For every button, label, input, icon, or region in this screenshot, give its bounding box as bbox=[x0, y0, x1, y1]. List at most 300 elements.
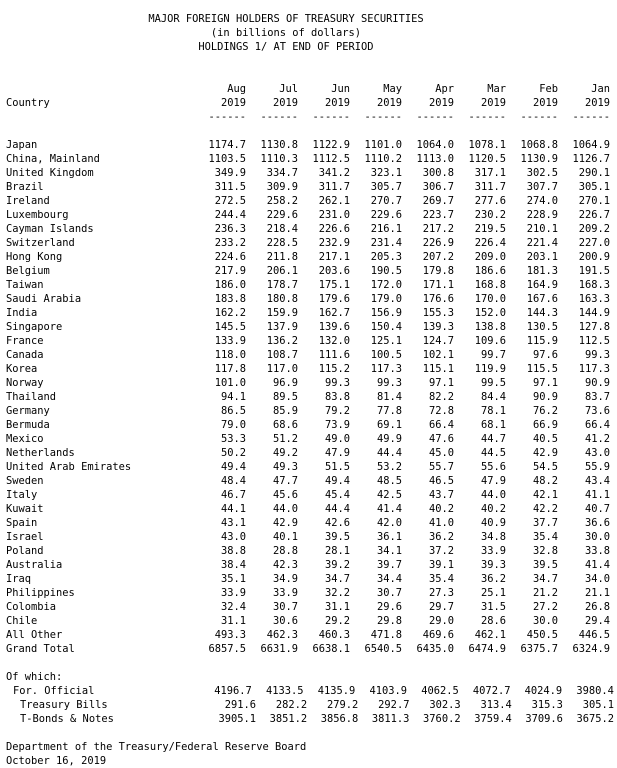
holding-value: 190.5 bbox=[370, 265, 402, 277]
table-row bbox=[6, 516, 614, 530]
table-row bbox=[6, 348, 614, 362]
holding-value: 272.5 bbox=[214, 195, 246, 207]
holding-value: 469.6 bbox=[422, 629, 454, 641]
holding-value: 127.8 bbox=[578, 321, 610, 333]
release-date: October 16, 2019 bbox=[6, 755, 107, 767]
holding-value: 27.3 bbox=[428, 587, 454, 599]
holding-value: 4135.9 bbox=[317, 685, 356, 697]
holding-value: 205.3 bbox=[370, 251, 402, 263]
holding-value: 42.2 bbox=[532, 503, 558, 515]
country-name: Colombia bbox=[6, 601, 57, 613]
country-name: Grand Total bbox=[6, 643, 75, 655]
holding-value: 1174.7 bbox=[208, 139, 246, 151]
holding-value: 97.1 bbox=[532, 377, 558, 389]
holding-value: 168.3 bbox=[578, 279, 610, 291]
holding-value: 124.7 bbox=[422, 335, 454, 347]
header-month: Jun bbox=[331, 83, 350, 95]
holding-value: 115.9 bbox=[526, 335, 558, 347]
holding-value: 232.9 bbox=[318, 237, 350, 249]
holding-value: 48.4 bbox=[220, 475, 246, 487]
table-row bbox=[6, 292, 614, 306]
holding-value: 176.6 bbox=[422, 293, 454, 305]
holding-value: 217.2 bbox=[422, 223, 454, 235]
holding-value: 85.9 bbox=[272, 405, 298, 417]
holding-value: 36.2 bbox=[480, 573, 506, 585]
holding-value: 115.1 bbox=[422, 363, 454, 375]
holding-value: 68.1 bbox=[480, 419, 506, 431]
holding-value: 223.7 bbox=[422, 209, 454, 221]
country-name: Switzerland bbox=[6, 237, 75, 249]
country-name: For. Official bbox=[13, 685, 95, 697]
header-separator: ------ bbox=[520, 111, 558, 123]
holding-value: 42.9 bbox=[532, 447, 558, 459]
header-month: Aug bbox=[227, 83, 246, 95]
holding-value: 40.5 bbox=[532, 433, 558, 445]
holding-value: 462.1 bbox=[474, 629, 506, 641]
holding-value: 29.6 bbox=[376, 601, 402, 613]
holding-value: 34.8 bbox=[480, 531, 506, 543]
holding-value: 1130.9 bbox=[520, 153, 558, 165]
holding-value: 206.1 bbox=[266, 265, 298, 277]
holding-value: 28.6 bbox=[480, 615, 506, 627]
holding-value: 44.4 bbox=[324, 503, 350, 515]
holding-value: 29.2 bbox=[324, 615, 350, 627]
country-name: Chile bbox=[6, 615, 38, 627]
country-name: Bermuda bbox=[6, 419, 50, 431]
holding-value: 37.7 bbox=[532, 517, 558, 529]
spacer bbox=[6, 726, 614, 740]
holding-value: 1103.5 bbox=[208, 153, 246, 165]
table-row bbox=[6, 418, 614, 432]
country-name: Sweden bbox=[6, 475, 44, 487]
holding-value: 46.5 bbox=[428, 475, 454, 487]
country-name: Canada bbox=[6, 349, 44, 361]
holding-value: 47.9 bbox=[480, 475, 506, 487]
holding-value: 226.9 bbox=[422, 237, 454, 249]
holding-value: 178.7 bbox=[266, 279, 298, 291]
header-spacer bbox=[6, 82, 194, 96]
holding-value: 34.1 bbox=[376, 545, 402, 557]
holding-value: 186.0 bbox=[214, 279, 246, 291]
table-row bbox=[6, 138, 614, 152]
holding-value: 82.2 bbox=[428, 391, 454, 403]
holding-value: 311.5 bbox=[214, 181, 246, 193]
holding-value: 54.5 bbox=[532, 461, 558, 473]
holding-value: 44.0 bbox=[272, 503, 298, 515]
spacer bbox=[6, 68, 614, 82]
holding-value: 86.5 bbox=[220, 405, 246, 417]
of-which-row bbox=[6, 712, 614, 726]
holding-value: 3760.2 bbox=[423, 713, 461, 725]
holding-value: 99.5 bbox=[480, 377, 506, 389]
holding-value: 137.9 bbox=[266, 321, 298, 333]
holding-value: 45.4 bbox=[324, 489, 350, 501]
table-row bbox=[6, 166, 614, 180]
holding-value: 130.5 bbox=[526, 321, 558, 333]
holding-value: 27.2 bbox=[532, 601, 558, 613]
holding-value: 3905.1 bbox=[218, 713, 257, 725]
holding-value: 302.5 bbox=[526, 167, 558, 179]
table-row bbox=[6, 208, 614, 222]
holding-value: 186.6 bbox=[474, 265, 506, 277]
holding-value: 217.9 bbox=[214, 265, 246, 277]
holdings-table-body bbox=[6, 138, 614, 656]
spacer bbox=[6, 124, 614, 138]
of-which-table bbox=[6, 684, 614, 726]
holding-value: 47.6 bbox=[428, 433, 454, 445]
country-name: India bbox=[6, 307, 38, 319]
holding-value: 152.0 bbox=[474, 307, 506, 319]
holding-value: 42.3 bbox=[272, 559, 298, 571]
holding-value: 309.9 bbox=[266, 181, 298, 193]
holding-value: 28.1 bbox=[324, 545, 350, 557]
holding-value: 115.2 bbox=[318, 363, 350, 375]
holding-value: 277.6 bbox=[474, 195, 506, 207]
holding-value: 133.9 bbox=[214, 335, 246, 347]
holding-value: 43.0 bbox=[584, 447, 610, 459]
holding-value: 49.0 bbox=[324, 433, 350, 445]
holding-value: 155.3 bbox=[422, 307, 454, 319]
holding-value: 29.0 bbox=[428, 615, 454, 627]
holding-value: 39.2 bbox=[324, 559, 350, 571]
header-month: May bbox=[383, 83, 402, 95]
holding-value: 89.5 bbox=[272, 391, 298, 403]
holding-value: 1126.7 bbox=[572, 153, 610, 165]
holding-value: 305.7 bbox=[370, 181, 402, 193]
holding-value: 31.5 bbox=[480, 601, 506, 613]
holding-value: 307.7 bbox=[526, 181, 558, 193]
country-name: Treasury Bills bbox=[20, 699, 108, 711]
header-year: 2019 bbox=[428, 97, 454, 109]
holding-value: 43.4 bbox=[584, 475, 610, 487]
holding-value: 37.2 bbox=[428, 545, 454, 557]
holding-value: 1130.8 bbox=[260, 139, 298, 151]
holding-value: 109.6 bbox=[474, 335, 506, 347]
holding-value: 45.0 bbox=[428, 447, 454, 459]
holding-value: 43.7 bbox=[428, 489, 454, 501]
holding-value: 181.3 bbox=[526, 265, 558, 277]
holding-value: 30.0 bbox=[532, 615, 558, 627]
country-name: Cayman Islands bbox=[6, 223, 94, 235]
header-year: 2019 bbox=[324, 97, 350, 109]
holding-value: 31.1 bbox=[220, 615, 246, 627]
holding-value: 38.4 bbox=[220, 559, 246, 571]
holding-value: 108.7 bbox=[266, 349, 298, 361]
country-name: Germany bbox=[6, 405, 50, 417]
holding-value: 39.7 bbox=[376, 559, 402, 571]
holding-value: 97.6 bbox=[532, 349, 558, 361]
country-name: Saudi Arabia bbox=[6, 293, 82, 305]
holding-value: 38.8 bbox=[220, 545, 246, 557]
holding-value: 269.7 bbox=[422, 195, 454, 207]
holding-value: 112.5 bbox=[578, 335, 610, 347]
holding-value: 305.1 bbox=[582, 699, 615, 711]
holding-value: 162.7 bbox=[318, 307, 350, 319]
holding-value: 3851.2 bbox=[269, 713, 308, 725]
header-year: 2019 bbox=[584, 97, 610, 109]
header-separator: ------ bbox=[260, 111, 298, 123]
holding-value: 226.7 bbox=[578, 209, 610, 221]
holding-value: 72.8 bbox=[428, 405, 454, 417]
holding-value: 6638.1 bbox=[312, 643, 350, 655]
holding-value: 229.6 bbox=[266, 209, 298, 221]
holding-value: 102.1 bbox=[422, 349, 454, 361]
holding-value: 162.2 bbox=[214, 307, 246, 319]
holding-value: 41.2 bbox=[584, 433, 610, 445]
holding-value: 30.0 bbox=[584, 531, 610, 543]
holding-value: 323.1 bbox=[370, 167, 402, 179]
holding-value: 21.1 bbox=[584, 587, 610, 599]
country-name: Thailand bbox=[6, 391, 57, 403]
holding-value: 42.1 bbox=[532, 489, 558, 501]
holding-value: 4072.7 bbox=[472, 685, 511, 697]
holding-value: 306.7 bbox=[422, 181, 454, 193]
holding-value: 226.6 bbox=[318, 223, 350, 235]
holding-value: 48.2 bbox=[532, 475, 558, 487]
holding-value: 227.0 bbox=[578, 237, 610, 249]
holding-value: 45.6 bbox=[272, 489, 298, 501]
country-name: United Arab Emirates bbox=[6, 461, 132, 473]
holding-value: 6540.5 bbox=[364, 643, 402, 655]
holding-value: 4133.5 bbox=[265, 685, 304, 697]
holding-value: 43.0 bbox=[220, 531, 246, 543]
table-row bbox=[6, 376, 614, 390]
table-row bbox=[6, 474, 614, 488]
header-separator: ------ bbox=[312, 111, 350, 123]
country-name: Poland bbox=[6, 545, 44, 557]
table-row bbox=[6, 544, 614, 558]
holding-value: 138.8 bbox=[474, 321, 506, 333]
holding-value: 172.0 bbox=[370, 279, 402, 291]
holding-value: 6435.0 bbox=[416, 643, 454, 655]
holding-value: 29.4 bbox=[584, 615, 610, 627]
country-name: United Kingdom bbox=[6, 167, 94, 179]
holding-value: 341.2 bbox=[318, 167, 350, 179]
holding-value: 167.6 bbox=[526, 293, 558, 305]
country-name: Spain bbox=[6, 517, 38, 529]
holding-value: 164.9 bbox=[526, 279, 558, 291]
holding-value: 228.9 bbox=[526, 209, 558, 221]
holding-value: 36.2 bbox=[428, 531, 454, 543]
holding-value: 35.4 bbox=[532, 531, 558, 543]
holding-value: 6474.9 bbox=[468, 643, 506, 655]
holding-value: 51.5 bbox=[324, 461, 350, 473]
holding-value: 3811.3 bbox=[371, 713, 410, 725]
country-name: Australia bbox=[6, 559, 63, 571]
holding-value: 317.1 bbox=[474, 167, 506, 179]
holding-value: 136.2 bbox=[266, 335, 298, 347]
holding-value: 203.1 bbox=[526, 251, 558, 263]
header-separator-row bbox=[6, 110, 614, 124]
holding-value: 96.9 bbox=[272, 377, 298, 389]
header-year: 2019 bbox=[376, 97, 402, 109]
country-name: Singapore bbox=[6, 321, 63, 333]
holding-value: 236.3 bbox=[214, 223, 246, 235]
holding-value: 90.9 bbox=[584, 377, 610, 389]
holding-value: 77.8 bbox=[376, 405, 402, 417]
holding-value: 117.8 bbox=[214, 363, 246, 375]
holding-value: 100.5 bbox=[370, 349, 402, 361]
header-separator: ------ bbox=[208, 111, 246, 123]
table-row bbox=[6, 222, 614, 236]
table-row bbox=[6, 320, 614, 334]
holding-value: 99.3 bbox=[376, 377, 402, 389]
country-name: Hong Kong bbox=[6, 251, 63, 263]
holding-value: 1112.5 bbox=[312, 153, 350, 165]
holding-value: 168.8 bbox=[474, 279, 506, 291]
title-line-1: MAJOR FOREIGN HOLDERS OF TREASURY SECURITIES bbox=[148, 13, 424, 25]
holding-value: 209.2 bbox=[578, 223, 610, 235]
table-row bbox=[6, 404, 614, 418]
header-month: Mar bbox=[487, 83, 506, 95]
country-name: Netherlands bbox=[6, 447, 75, 459]
holding-value: 33.9 bbox=[480, 545, 506, 557]
holding-value: 117.3 bbox=[578, 363, 610, 375]
holding-value: 139.6 bbox=[318, 321, 350, 333]
header-month: Jul bbox=[279, 83, 298, 95]
holding-value: 6375.7 bbox=[520, 643, 558, 655]
table-row bbox=[6, 250, 614, 264]
holding-value: 30.7 bbox=[272, 601, 298, 613]
holding-value: 43.1 bbox=[220, 517, 246, 529]
table-row bbox=[6, 264, 614, 278]
holding-value: 41.0 bbox=[428, 517, 454, 529]
table-row bbox=[6, 306, 614, 320]
holding-value: 229.6 bbox=[370, 209, 402, 221]
holding-value: 311.7 bbox=[474, 181, 506, 193]
holding-value: 218.4 bbox=[266, 223, 298, 235]
table-row bbox=[6, 502, 614, 516]
holding-value: 4196.7 bbox=[214, 685, 252, 697]
holding-value: 99.7 bbox=[480, 349, 506, 361]
table-row bbox=[6, 558, 614, 572]
holding-value: 180.8 bbox=[266, 293, 298, 305]
holding-value: 3675.2 bbox=[576, 713, 615, 725]
holding-value: 36.6 bbox=[584, 517, 610, 529]
holding-value: 34.7 bbox=[532, 573, 558, 585]
holding-value: 73.9 bbox=[324, 419, 350, 431]
table-row bbox=[6, 236, 614, 250]
country-name: Brazil bbox=[6, 181, 44, 193]
table-row bbox=[6, 362, 614, 376]
of-which-row bbox=[6, 698, 614, 712]
holding-value: 53.2 bbox=[376, 461, 402, 473]
holding-value: 139.3 bbox=[422, 321, 454, 333]
holding-value: 3709.6 bbox=[525, 713, 563, 725]
holding-value: 191.5 bbox=[578, 265, 610, 277]
holding-value: 26.8 bbox=[584, 601, 610, 613]
header-year: 2019 bbox=[480, 97, 506, 109]
holding-value: 132.0 bbox=[318, 335, 350, 347]
holding-value: 49.4 bbox=[220, 461, 246, 473]
holding-value: 207.2 bbox=[422, 251, 454, 263]
table-row bbox=[6, 390, 614, 404]
header-separator: ------ bbox=[572, 111, 610, 123]
spacer bbox=[6, 656, 614, 670]
holding-value: 44.7 bbox=[480, 433, 506, 445]
holding-value: 1113.0 bbox=[416, 153, 454, 165]
header-year: 2019 bbox=[272, 97, 298, 109]
holding-value: 125.1 bbox=[370, 335, 402, 347]
holding-value: 34.7 bbox=[324, 573, 350, 585]
holding-value: 150.4 bbox=[370, 321, 402, 333]
holding-value: 42.5 bbox=[376, 489, 402, 501]
holding-value: 40.2 bbox=[428, 503, 454, 515]
holding-value: 226.4 bbox=[474, 237, 506, 249]
holding-value: 36.1 bbox=[376, 531, 402, 543]
holding-value: 1064.0 bbox=[416, 139, 454, 151]
table-row bbox=[6, 334, 614, 348]
holding-value: 462.3 bbox=[266, 629, 298, 641]
holding-value: 50.2 bbox=[220, 447, 246, 459]
holding-value: 349.9 bbox=[214, 167, 246, 179]
holding-value: 145.5 bbox=[214, 321, 246, 333]
holding-value: 115.5 bbox=[526, 363, 558, 375]
holding-value: 30.6 bbox=[272, 615, 298, 627]
country-name: France bbox=[6, 335, 44, 347]
holding-value: 34.9 bbox=[272, 573, 298, 585]
holding-value: 35.1 bbox=[220, 573, 246, 585]
holding-value: 315.3 bbox=[531, 699, 563, 711]
holding-value: 3759.4 bbox=[474, 713, 512, 725]
holding-value: 291.6 bbox=[224, 699, 257, 711]
holding-value: 83.7 bbox=[584, 391, 610, 403]
holding-value: 42.0 bbox=[376, 517, 402, 529]
holding-value: 471.8 bbox=[370, 629, 402, 641]
holding-value: 231.0 bbox=[318, 209, 350, 221]
holding-value: 49.4 bbox=[324, 475, 350, 487]
country-name: Kuwait bbox=[6, 503, 44, 515]
of-which-label: Of which: bbox=[6, 671, 63, 683]
holding-value: 47.9 bbox=[324, 447, 350, 459]
country-name: Norway bbox=[6, 377, 44, 389]
holding-value: 179.0 bbox=[370, 293, 402, 305]
holding-value: 30.7 bbox=[376, 587, 402, 599]
holding-value: 28.8 bbox=[272, 545, 298, 557]
holding-value: 44.5 bbox=[480, 447, 506, 459]
holding-value: 39.5 bbox=[324, 531, 350, 543]
header-month: Feb bbox=[539, 83, 558, 95]
spacer bbox=[6, 54, 614, 68]
holding-value: 21.2 bbox=[532, 587, 558, 599]
holding-value: 78.1 bbox=[480, 405, 506, 417]
holding-value: 39.3 bbox=[480, 559, 506, 571]
country-name: Luxembourg bbox=[6, 209, 69, 221]
holding-value: 230.2 bbox=[474, 209, 506, 221]
holding-value: 32.4 bbox=[220, 601, 246, 613]
holding-value: 163.3 bbox=[578, 293, 610, 305]
title-line-2: (in billions of dollars) bbox=[210, 27, 362, 39]
holding-value: 29.7 bbox=[428, 601, 454, 613]
holding-value: 228.5 bbox=[266, 237, 298, 249]
holding-value: 33.8 bbox=[584, 545, 610, 557]
table-row bbox=[6, 586, 614, 600]
holding-value: 101.0 bbox=[214, 377, 246, 389]
holding-value: 1101.0 bbox=[364, 139, 402, 151]
holding-value: 40.9 bbox=[480, 517, 506, 529]
holding-value: 171.1 bbox=[422, 279, 454, 291]
holding-value: 446.5 bbox=[578, 629, 610, 641]
table-row bbox=[6, 488, 614, 502]
holding-value: 29.8 bbox=[376, 615, 402, 627]
holding-value: 217.1 bbox=[318, 251, 350, 263]
table-row bbox=[6, 642, 614, 656]
holding-value: 55.6 bbox=[480, 461, 506, 473]
holding-value: 111.6 bbox=[318, 349, 350, 361]
separator-spacer bbox=[6, 110, 194, 124]
holding-value: 292.7 bbox=[378, 699, 410, 711]
table-row bbox=[6, 628, 614, 642]
